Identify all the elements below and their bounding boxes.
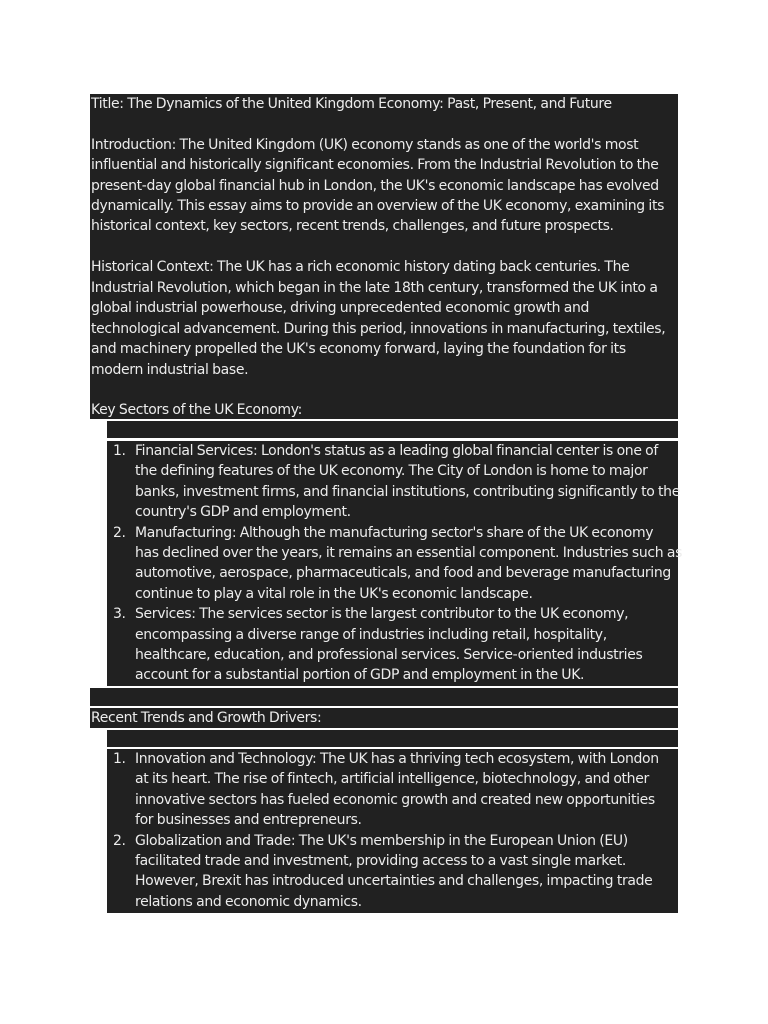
recent-trends-heading: Recent Trends and Growth Drivers:	[91, 710, 322, 726]
intro-line: influential and historically significant economies. From the Industrial Revolution to the	[91, 157, 659, 173]
list-item-line: healthcare, education, and professional services. Service-oriented industries	[135, 647, 643, 664]
list-item	[113, 749, 659, 831]
list-item-line: facilitated trade and investment, providing access to a vast single market.	[135, 853, 627, 870]
list-item	[113, 523, 682, 605]
highlight-strip-1	[107, 421, 678, 438]
highlight-strip-4	[107, 730, 678, 747]
list-item-line: Financial Services: London's status as a leading global financial center is one of	[135, 443, 658, 459]
list-item-line: Globalization and Trade: The UK's membership in the European Union (EU)	[135, 832, 628, 849]
list-item-line: has declined over the years, it remains an essential component. Industries such as	[135, 545, 683, 562]
list-item-line: However, Brexit has introduced uncertainties and challenges, impacting trade	[135, 873, 653, 890]
intro-line: historical context, key sectors, recent trends, challenges, and future prospects.	[91, 218, 614, 234]
intro-line: dynamically. This essay aims to provide an overview of the UK economy, examining its	[91, 198, 665, 214]
list-item-line: Manufacturing: Although the manufacturing sector's share of the UK economy	[135, 524, 654, 541]
history-line: Historical Context: The UK has a rich economic history dating back centuries. The	[91, 259, 630, 275]
list-number: 1.	[113, 751, 126, 767]
history-line: global industrial powerhouse, driving unprecedented economic growth and	[91, 300, 590, 316]
intro-line: Introduction: The United Kingdom (UK) economy stands as one of the world's most	[91, 137, 639, 153]
list-item-line: automotive, aerospace, pharmaceuticals, and food and beverage manufacturing	[135, 565, 671, 582]
list-item-line: innovative sectors has fueled economic growth and created new opportunities	[135, 791, 655, 808]
key-sectors-heading: Key Sectors of the UK Economy:	[91, 402, 303, 418]
list-number: 3.	[113, 606, 126, 623]
list-item-line: encompassing a diverse range of industries including retail, hospitality,	[135, 626, 607, 643]
history-line: technological advancement. During this period, innovations in manufacturing, textiles,	[91, 321, 666, 337]
list-item-line: banks, investment firms, and financial institutions, contributing significantly to the	[135, 483, 680, 500]
list-item-line: at its heart. The rise of fintech, artificial intelligence, biotechnology, and other	[135, 771, 649, 788]
document-title: Title: The Dynamics of the United Kingdom Economy: Past, Present, and Future	[91, 96, 612, 112]
list-number: 2.	[113, 832, 126, 849]
list-item-line: for businesses and entrepreneurs.	[135, 812, 362, 829]
list-item	[113, 441, 682, 523]
highlight-strip-2	[90, 688, 678, 706]
history-line: Industrial Revolution, which began in the late 18th century, transformed the UK into a	[91, 280, 658, 296]
history-line: and machinery propelled the UK's economy forward, laying the foundation for its	[91, 341, 626, 357]
list-item-line: Innovation and Technology: The UK has a thriving tech ecosystem, with London	[135, 751, 659, 767]
list-item-line: account for a substantial portion of GDP and employment in the UK.	[135, 667, 585, 684]
list-item-line: the defining features of the UK economy. The City of London is home to major	[135, 463, 648, 480]
list-item-line: country's GDP and employment.	[135, 504, 351, 521]
list-item-line: continue to play a vital role in the UK's economic landscape.	[135, 585, 533, 602]
key-sectors-list	[113, 441, 682, 686]
list-number: 2.	[113, 524, 126, 541]
list-item-line: relations and economic dynamics.	[135, 893, 362, 910]
list-item	[113, 831, 659, 913]
list-item	[113, 604, 682, 686]
intro-line: present-day global financial hub in London, the UK's economic landscape has evolved	[91, 178, 659, 194]
recent-trends-list	[113, 749, 659, 912]
list-number: 1.	[113, 443, 126, 459]
list-item-line: Services: The services sector is the largest contributor to the UK economy,	[135, 606, 629, 623]
history-line: modern industrial base.	[91, 362, 249, 378]
